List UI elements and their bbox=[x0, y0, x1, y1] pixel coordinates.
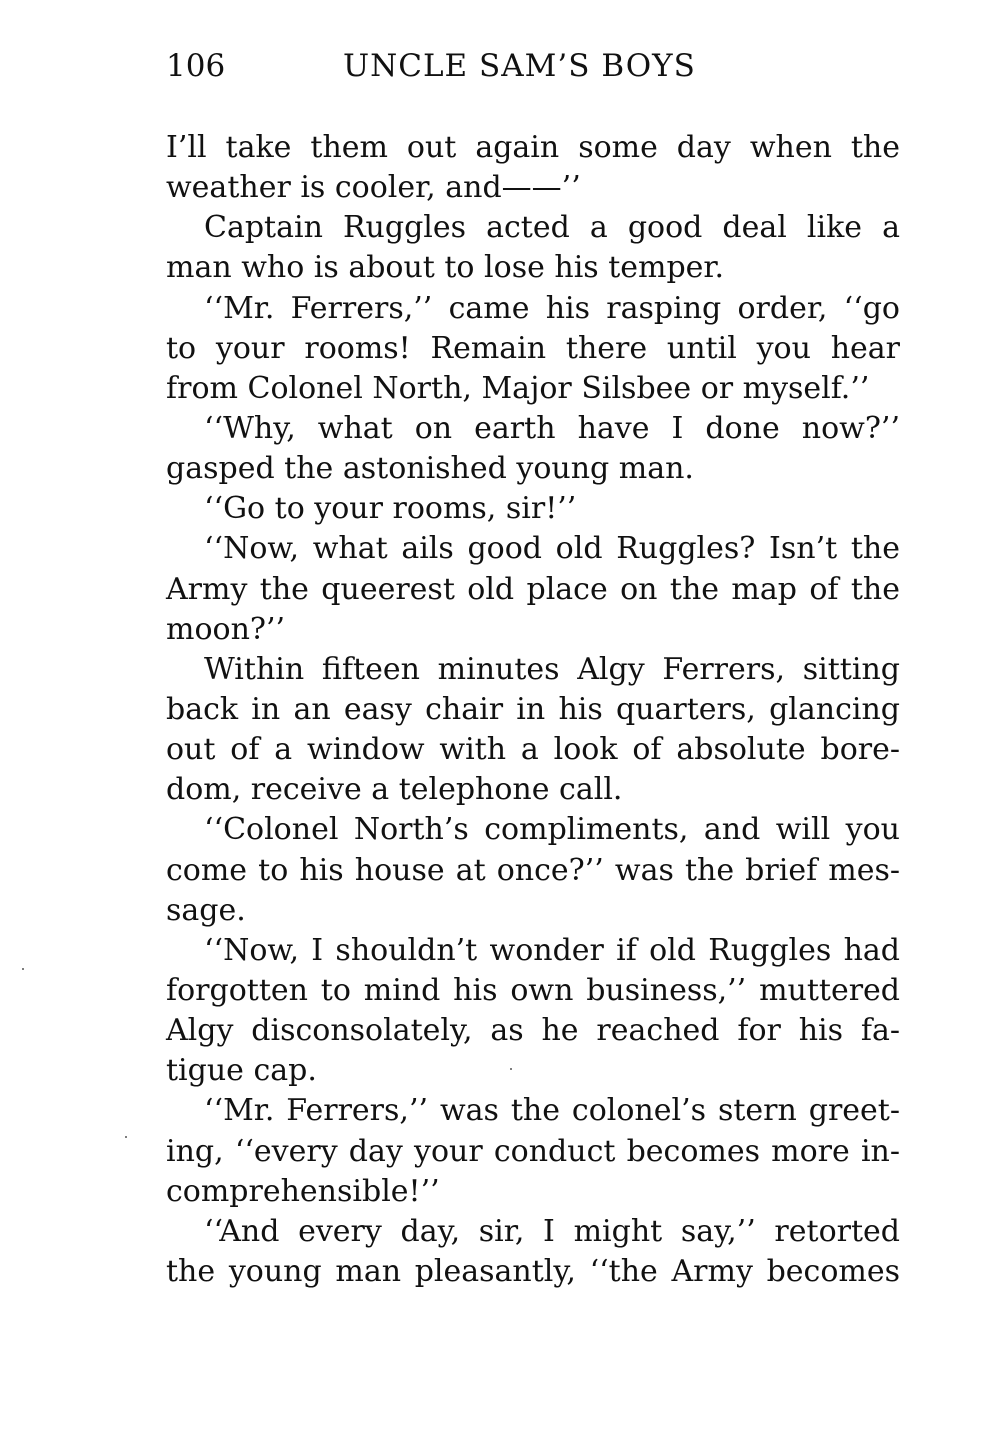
text-line: ‘‘Go to your rooms, sir!’’ bbox=[204, 491, 577, 527]
text-line: back in an easy chair in his quarters, glancing bbox=[166, 691, 900, 727]
page-number: 106 bbox=[166, 48, 226, 84]
book-title: UNCLE SAM’S BOYS bbox=[343, 48, 696, 84]
text-line: Within fifteen minutes Algy Ferrers, sitting bbox=[204, 651, 900, 687]
text-line: ‘‘Mr. Ferrers,’’ came his rasping order, ‘‘go bbox=[204, 290, 900, 326]
text-line: ‘‘Colonel North’s compliments, and will you bbox=[204, 812, 900, 848]
text-line: the young man pleasantly, ‘‘the Army becomes bbox=[166, 1253, 900, 1289]
text-line: dom, receive a telephone call. bbox=[166, 772, 623, 808]
text-line: ‘‘Now, I shouldn’t wonder if old Ruggles had bbox=[204, 932, 900, 968]
running-head bbox=[166, 44, 900, 88]
body-text bbox=[166, 128, 900, 1292]
text-line: forgotten to mind his own business,’’ muttered bbox=[166, 972, 900, 1008]
text-line: tigue cap. bbox=[166, 1053, 317, 1089]
text-line: Algy disconsolately, as he reached for his fa- bbox=[166, 1013, 900, 1049]
text-line: Captain Ruggles acted a good deal like a bbox=[204, 210, 900, 246]
text-line: to your rooms! Remain there until you hear bbox=[166, 330, 900, 366]
scan-speck bbox=[510, 1068, 512, 1070]
text-line: Army the queerest old place on the map of the bbox=[166, 571, 900, 607]
text-line: weather is cooler, and——’’ bbox=[166, 170, 581, 206]
text-line: I’ll take them out again some day when the bbox=[166, 130, 900, 165]
text-line: comprehensible!’’ bbox=[166, 1173, 440, 1209]
text-line: sage. bbox=[166, 892, 246, 928]
scan-speck bbox=[125, 1136, 127, 1138]
text-line: ‘‘And every day, sir, I might say,’’ retorted bbox=[204, 1213, 900, 1249]
text-line: moon?’’ bbox=[166, 611, 286, 647]
text-line: ‘‘Mr. Ferrers,’’ was the colonel’s stern greet- bbox=[204, 1093, 900, 1129]
text-line: from Colonel North, Major Silsbee or myself.’’ bbox=[166, 370, 870, 406]
text-line: ‘‘Why, what on earth have I done now?’’ bbox=[204, 410, 900, 446]
text-line: come to his house at once?’’ was the brief mes- bbox=[166, 852, 900, 888]
text-line: ‘‘Now, what ails good old Ruggles? Isn’t the bbox=[204, 531, 900, 567]
text-line: out of a window with a look of absolute bore- bbox=[166, 732, 900, 768]
scan-speck bbox=[22, 968, 24, 970]
text-line: gasped the astonished young man. bbox=[166, 451, 694, 487]
text-line: ing, ‘‘every day your conduct becomes more in- bbox=[166, 1133, 900, 1169]
text-line: man who is about to lose his temper. bbox=[166, 250, 725, 286]
